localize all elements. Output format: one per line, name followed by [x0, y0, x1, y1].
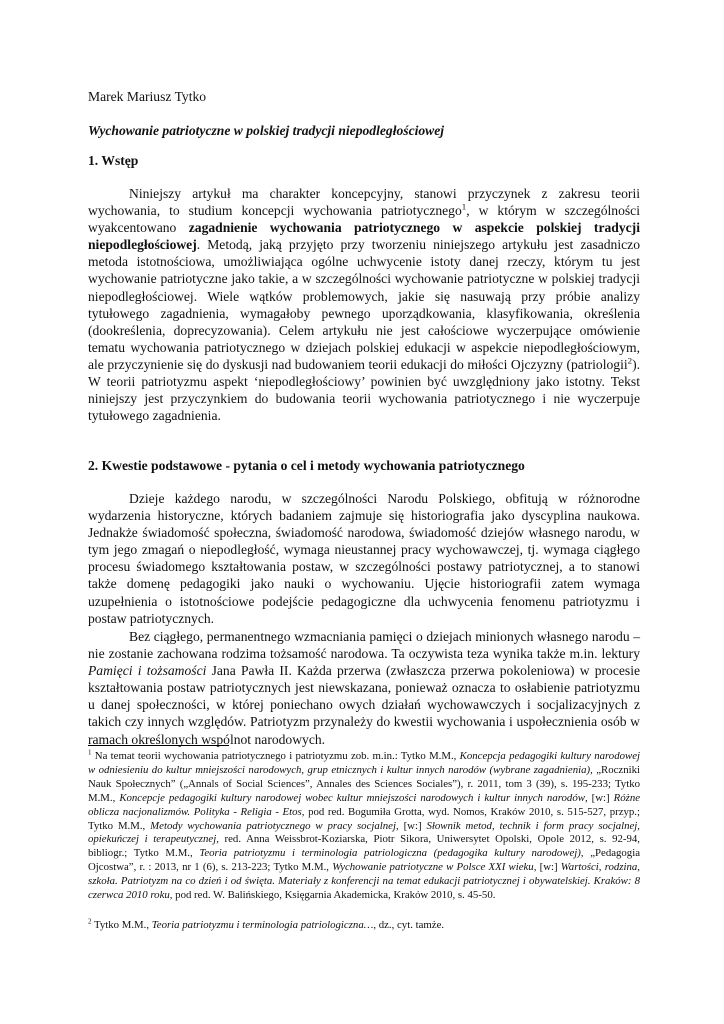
- footnote-1: [88, 750, 640, 903]
- footnote-text: , „Pedagogia Ojcostwa”, r. : 2013, nr 1 (6), s. 213-223; Tytko M.M.,: [88, 847, 640, 874]
- footnote-2-number: 2: [88, 917, 92, 926]
- footnote-citation-title: Różne oblicza nacjonalizmów. Polityka - Religia - Etos: [88, 791, 641, 818]
- article-title: Wychowanie patriotyczne w polskiej tradycji niepodległościowej: [88, 123, 445, 138]
- footnote-text: , [w:]: [395, 819, 427, 832]
- footnote-separator: [88, 745, 229, 746]
- intro-text-d: ). W teorii patriotyzmu aspekt ‘niepodległościowy’ powinien być uwzględniony jako istotny. Tekst niniejszy jest przyczynkiem do budowania teorii wychowania patriotycznego i nie wyczerpuje tytułowego zagadnienia.: [88, 356, 640, 424]
- footnote-citation-title: Wychowanie patriotyczne w Polsce XXI wieku: [332, 861, 534, 874]
- footnote-text: , „Roczniki Nauk Społecznych” („Annals of Social Sciences”, Annales des Sciences Sociales”), r. 2011, tom 3 (39), s. 195-233; Tytko M.M.,: [88, 763, 640, 804]
- footnote-citation-title: Koncepcja pedagogiki kultury narodowej w odniesieniu do kultur mniejszości narodowych, grup etnicznych i kultur innych narodów (wybrane zagadnienia): [88, 750, 640, 776]
- footnote-text: Na temat teorii wychowania patriotycznego i patriotyzmu zob. m.in.: Tytko M.M.,: [91, 750, 460, 762]
- footnote-text: , [w:]: [533, 861, 561, 874]
- footnote-text: , red. Anna Weissbrot-Koziarska, Piotr Sikora, Uniwersytet Opolski, Opole 2012, s. 92-94, bibliogr.; Tytko M.M.,: [88, 833, 640, 860]
- section-heading-intro: 1. Wstęp: [88, 153, 139, 168]
- footnote-citation-title: Słownik metod, technik i form pracy socjalnej, opiekuńczej i terapeutycznej: [88, 819, 640, 846]
- footnote-text: , dz., cyt. tamże.: [373, 919, 445, 931]
- intro-text-b: , w którym w szczególności wyakcentowano: [88, 203, 640, 236]
- footnote-citation-title: Koncepcje pedagogiki kultury narodowej wobec kultur mniejszości narodowych i kultur innych narodów: [119, 791, 585, 804]
- paragraph-intro: [88, 185, 640, 424]
- section-heading-basics: 2. Kwestie podstawowe - pytania o cel i metody wychowania patriotycznego: [88, 458, 525, 473]
- footnote-text: , pod red. W. Balińskiego, Księgarnia Akademicka, Kraków 2010, s. 45-50.: [169, 889, 496, 902]
- footnote-text: Tytko M.M.,: [91, 919, 152, 931]
- footnote-1-number: 1: [88, 748, 92, 757]
- intro-text-c: . Metodą, jaką przyjęto przy tworzeniu niniejszego artykułu jest zasadniczo metoda istotnościowa, umożliwiająca ogólne uchwycenie istoty danej rzeczy, którym tu jest wychowanie patriotyczne jako takie, a w szczególności wychowanie patriotyczne w polskiej tradycji niepodległościowej. Wiele wątków problemowych, jakie się nasuwają przy próbie analizy tytułowego zagadnienia, wymagałoby pewnego uporządkowania, klasyfikowania, określenia (dookreślenia, doprecyzowania). Celem artykułu nie jest całościowe wyczerpujące omówienie tematu wychowania patriotycznego w dziejach polskiej edukacji w aspekcie niepodległościowym, ale przyczynienie się do dyskusji nad budowaniem teorii edukacji do miłości Ojczyzny (patriologii: [88, 237, 640, 372]
- intro-text-a: Niniejszy artykuł ma charakter koncepcyjny, stanowi przyczynek z zakresu teorii wychowania, to studium koncepcji wychowania patriotycznego: [88, 186, 640, 219]
- footnote-text: , pod red. Bogumiła Grotta, wyd. Nomos, Kraków 2010, s. 515-527, przyp.; Tytko M.M.,: [88, 805, 640, 832]
- footnote-2: [88, 919, 640, 933]
- paragraph-memory: [88, 628, 640, 748]
- book-title: Pamięci i tożsamości: [88, 663, 207, 679]
- footnote-citation-title: Teoria patriotyzmu i terminologia patriologiczna (pedagogika kultury narodowej): [199, 847, 581, 860]
- footnote-ref-1[interactable]: 1: [461, 201, 467, 212]
- footnote-citation-title: Teoria patriotyzmu i terminologia patriologiczna…: [151, 919, 374, 931]
- footnote-text: , [w:]: [584, 791, 614, 804]
- footnote-ref-2[interactable]: 2: [627, 355, 633, 366]
- footnote-citation-title: Metody wychowania patriotycznego w pracy socjalnej: [150, 819, 396, 832]
- intro-text-bold: zagadnienie wychowania patriotycznego w aspekcie polskiej tradycji niepodległościowej: [88, 220, 640, 253]
- footnote-citation-title: Wartości, rodzina, szkoła. Patriotyzm na co dzień i od święta. Materiały z konferencji na temat edukacji patriotycznej i obywatelskiej. Kraków: 8 czerwca 2010 roku: [88, 861, 640, 902]
- author-name: Marek Mariusz Tytko: [88, 89, 207, 104]
- memory-text-a: Bez ciągłego, permanentnego wzmacniania pamięci o dziejach minionych własnego narodu – nie zostanie zachowana rodzima tożsamość narodowa. Ta oczywista teza wynika także m.in. lektury: [88, 629, 640, 662]
- memory-text-b: Jana Pawła II. Każda przerwa (zwłaszcza przerwa pokoleniowa) w procesie kształtowania postaw patriotycznych jest niewskazana, ponieważ oznacza to osłabienie patriotyzmu u danej społeczności, w której poniechano owych działań wychowawczych i socjalizacyjnych z takich czy innych względów. Patriotyzm przynależy do kwestii wychowania i uspołecznienia osób w ramach określonych wspólnot narodowych.: [88, 663, 641, 747]
- paragraph-history: Dzieje każdego narodu, w szczególności Narodu Polskiego, obfitują w różnorodne wydarzenia historyczne, których badaniem zajmuje się historiografia jako dyscyplina naukowa. Jednakże świadomość społeczna, świadomość narodowa, świadomość dziejów własnego narodu, w tym jego zmagań o niepodległość, wymaga nieustannej pracy wychowawczej, tj. wymaga ciągłego procesu świadomego kształtowania postaw, w szczególności postawy patriotycznej, a to stanowi także domenę pedagogiki jako nauki o wychowaniu. Ujęcie historiografii zatem wymaga uzupełnienia o istotnościowe podejście pedagogiczne dla uchwycenia fenomenu patriotyzmu i postaw patriotycznych.: [88, 491, 640, 626]
